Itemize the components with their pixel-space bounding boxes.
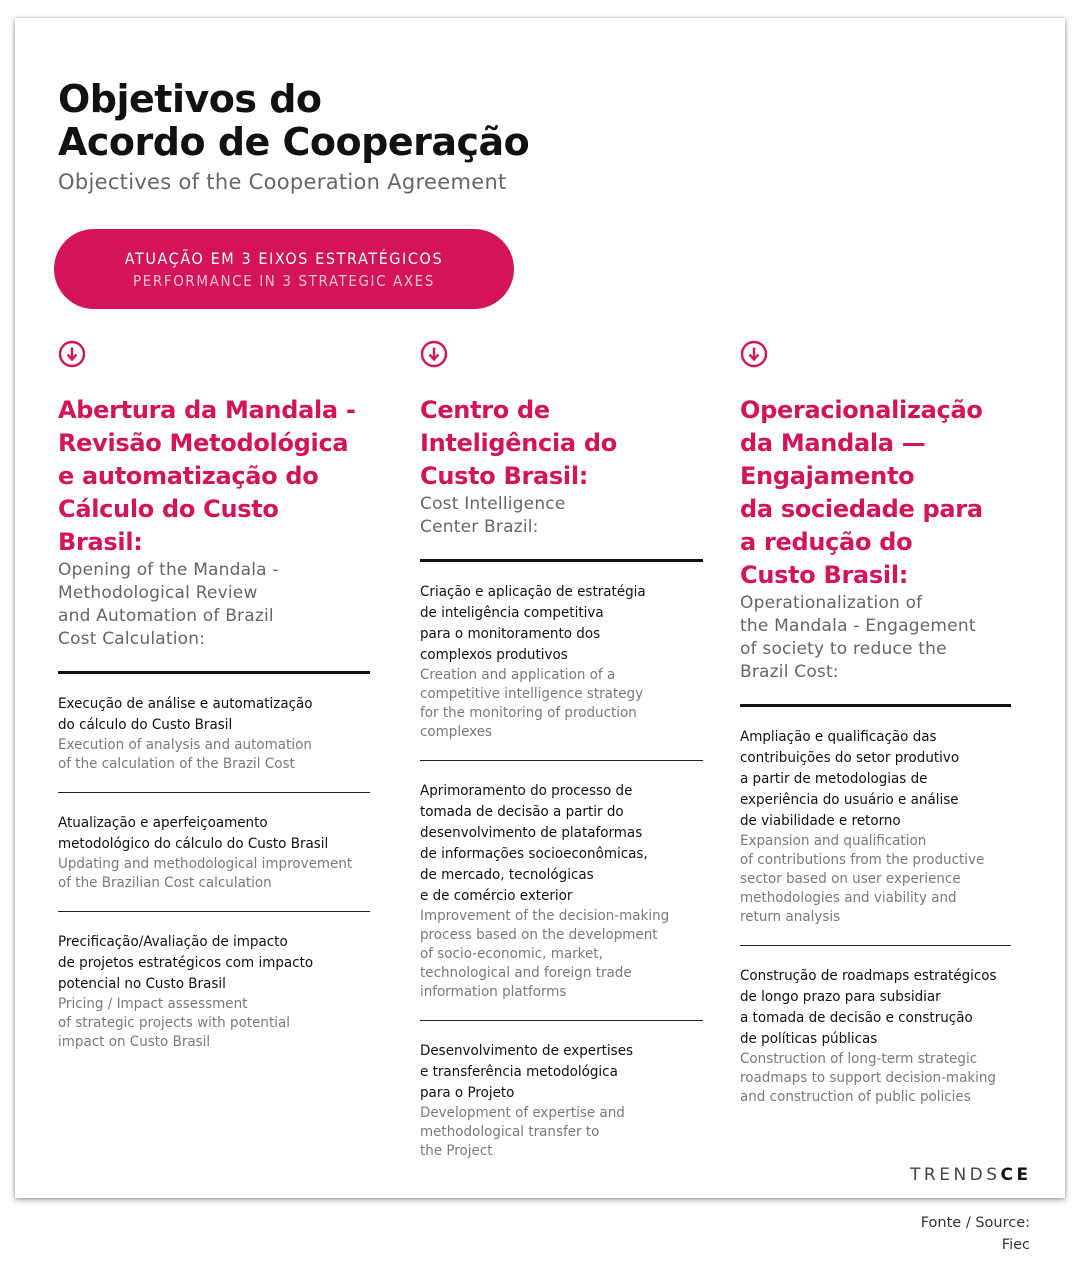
item-text-en — [420, 907, 702, 1002]
item-line: a tomada de decisão e construção — [740, 1010, 973, 1026]
axis-title-line: e automatização do — [58, 462, 319, 490]
item-line: information platforms — [420, 984, 567, 1000]
page-title-line: Objetivos do — [58, 77, 322, 121]
item-text-pt — [58, 813, 368, 855]
axis-column-3 — [740, 340, 1011, 1107]
item-line: e transferência metodológica — [420, 1064, 618, 1080]
item-text-en — [58, 736, 368, 774]
page-title-line: Acordo de Cooperação — [58, 120, 530, 164]
axes-banner-title: ATUAÇÃO EM 3 EIXOS ESTRATÉGICOS — [124, 248, 444, 268]
logo-text: TRENDS — [910, 1165, 1001, 1185]
axis-subtitle — [420, 493, 703, 539]
list-item — [740, 946, 1011, 1107]
item-line: complexos produtivos — [420, 647, 568, 663]
axis-title-line: Custo Brasil: — [740, 561, 909, 589]
item-text-en — [58, 855, 368, 893]
list-item — [58, 793, 370, 893]
item-line: of socio-economic, market, — [420, 946, 603, 962]
list-item — [58, 674, 370, 774]
axis-subtitle-line: of society to reduce the — [740, 639, 947, 659]
item-line: competitive intelligence strategy — [420, 686, 644, 702]
axis-title-line: Inteligência do — [420, 429, 617, 457]
axes-banner-subtitle: PERFORMANCE IN 3 STRATEGIC AXES — [133, 271, 435, 290]
axis-subtitle-line: Brazil Cost: — [740, 662, 839, 682]
item-line: methodological transfer to — [420, 1124, 600, 1140]
item-line: Improvement of the decision-making — [420, 908, 670, 924]
axis-title-line: a redução do — [740, 528, 913, 556]
axis-title-line: Custo Brasil: — [420, 462, 589, 490]
axis-title-line: Operacionalização — [740, 396, 983, 424]
item-line: Development of expertise and — [420, 1105, 625, 1121]
axis-subtitle — [740, 592, 1011, 684]
item-text-pt — [420, 781, 702, 907]
item-line: a partir de metodologias de — [740, 771, 928, 787]
item-line: of the calculation of the Brazil Cost — [58, 756, 295, 772]
item-text-pt — [58, 932, 368, 995]
item-line: experiência do usuário e análise — [740, 792, 959, 808]
item-line: Aprimoramento do processo de — [420, 783, 633, 799]
item-line: de viabilidade e retorno — [740, 813, 901, 829]
item-line: Creation and application of a — [420, 667, 616, 683]
list-item — [420, 761, 703, 1002]
item-line: Atualização e aperfeiçoamento — [58, 815, 268, 831]
item-line: and construction of public policies — [740, 1089, 971, 1105]
trendsce-logo — [910, 1165, 1032, 1185]
item-text-pt — [420, 1041, 702, 1104]
item-line: para o monitoramento dos — [420, 626, 601, 642]
axis-subtitle-line: Center Brazil: — [420, 517, 539, 537]
page-subtitle: Objectives of the Cooperation Agreement — [58, 170, 507, 194]
item-line: of strategic projects with potential — [58, 1015, 290, 1031]
item-line: potencial no Custo Brasil — [58, 976, 226, 992]
item-line: do cálculo do Custo Brasil — [58, 717, 233, 733]
axis-title-line: da Mandala — — [740, 429, 926, 457]
logo-text-bold: CE — [1000, 1165, 1032, 1185]
axis-subtitle-line: Methodological Review — [58, 583, 258, 603]
item-line: de inteligência competitiva — [420, 605, 604, 621]
list-item — [420, 1021, 703, 1161]
axis-column-2 — [420, 340, 703, 1161]
item-line: roadmaps to support decision-making — [740, 1070, 996, 1086]
arrow-down-circle-icon — [58, 340, 86, 368]
item-line: Ampliação e qualificação das — [740, 729, 937, 745]
axes-banner — [54, 229, 514, 309]
item-line: Execução de análise e automatização — [58, 696, 313, 712]
item-text-en — [740, 1050, 1010, 1107]
item-line: metodológico do cálculo do Custo Brasil — [58, 836, 329, 852]
item-line: Expansion and qualification — [740, 833, 927, 849]
axis-column-1 — [58, 340, 370, 1052]
page-title — [58, 78, 529, 164]
source-note — [921, 1212, 1030, 1256]
axis-title-line: Revisão Metodológica — [58, 429, 349, 457]
axis-title-line: Engajamento — [740, 462, 915, 490]
axis-subtitle-line: the Mandala - Engagement — [740, 616, 976, 636]
axis-title — [58, 394, 370, 559]
item-line: de longo prazo para subsidiar — [740, 989, 941, 1005]
item-line: contribuições do setor produtivo — [740, 750, 960, 766]
item-line: impact on Custo Brasil — [58, 1034, 211, 1050]
item-line: tomada de decisão a partir do — [420, 804, 624, 820]
item-text-pt — [420, 582, 702, 666]
item-text-en — [58, 995, 368, 1052]
axis-title-line: Cálculo do Custo Brasil: — [58, 495, 279, 556]
item-text-en — [420, 666, 702, 742]
item-line: methodologies and viability and — [740, 890, 957, 906]
axis-title-line: Centro de — [420, 396, 550, 424]
item-line: Construção de roadmaps estratégicos — [740, 968, 997, 984]
item-line: for the monitoring of production — [420, 705, 637, 721]
source-label: Fonte / Source: — [920, 1215, 1030, 1231]
item-line: of contributions from the productive — [740, 852, 985, 868]
axis-title-line: Abertura da Mandala - — [58, 396, 356, 424]
item-line: sector based on user experience — [740, 871, 961, 887]
axis-subtitle — [58, 559, 370, 651]
item-line: complexes — [420, 724, 493, 740]
item-line: Desenvolvimento de expertises — [420, 1043, 634, 1059]
item-text-pt — [740, 727, 1010, 832]
item-line: Criação e aplicação de estratégia — [420, 584, 646, 600]
list-item — [58, 912, 370, 1052]
item-line: return analysis — [740, 909, 841, 925]
axis-subtitle-line: Cost Intelligence — [420, 494, 566, 514]
item-line: of the Brazilian Cost calculation — [58, 875, 272, 891]
item-line: para o Projeto — [420, 1085, 515, 1101]
arrow-down-circle-icon — [740, 340, 768, 368]
item-line: de projetos estratégicos com impacto — [58, 955, 314, 971]
item-line: the Project — [420, 1143, 493, 1159]
item-line: de mercado, tecnológicas — [420, 867, 594, 883]
item-line: Updating and methodological improvement — [58, 856, 353, 872]
item-line: Pricing / Impact assessment — [58, 996, 248, 1012]
item-line: de políticas públicas — [740, 1031, 878, 1047]
item-text-en — [420, 1104, 702, 1161]
item-line: de informações socioeconômicas, — [420, 846, 648, 862]
item-line: e de comércio exterior — [420, 888, 573, 904]
item-line: Precificação/Avaliação de impacto — [58, 934, 288, 950]
source-value: Fiec — [1001, 1237, 1030, 1253]
item-line: technological and foreign trade — [420, 965, 632, 981]
list-item — [420, 562, 703, 742]
list-item — [740, 707, 1011, 927]
arrow-down-circle-icon — [420, 340, 448, 368]
axis-subtitle-line: Opening of the Mandala - — [58, 560, 279, 580]
item-line: desenvolvimento de plataformas — [420, 825, 643, 841]
axis-subtitle-line: Operationalization of — [740, 593, 923, 613]
axis-title — [740, 394, 1011, 592]
item-line: Construction of long-term strategic — [740, 1051, 978, 1067]
item-text-pt — [58, 694, 368, 736]
item-text-pt — [740, 966, 1010, 1050]
axis-subtitle-line: and Automation of Brazil — [58, 606, 274, 626]
axis-title-line: da sociedade para — [740, 495, 983, 523]
item-text-en — [740, 832, 1010, 927]
item-line: process based on the development — [420, 927, 658, 943]
axis-subtitle-line: Cost Calculation: — [58, 629, 206, 649]
item-line: Execution of analysis and automation — [58, 737, 312, 753]
axis-title — [420, 394, 703, 493]
